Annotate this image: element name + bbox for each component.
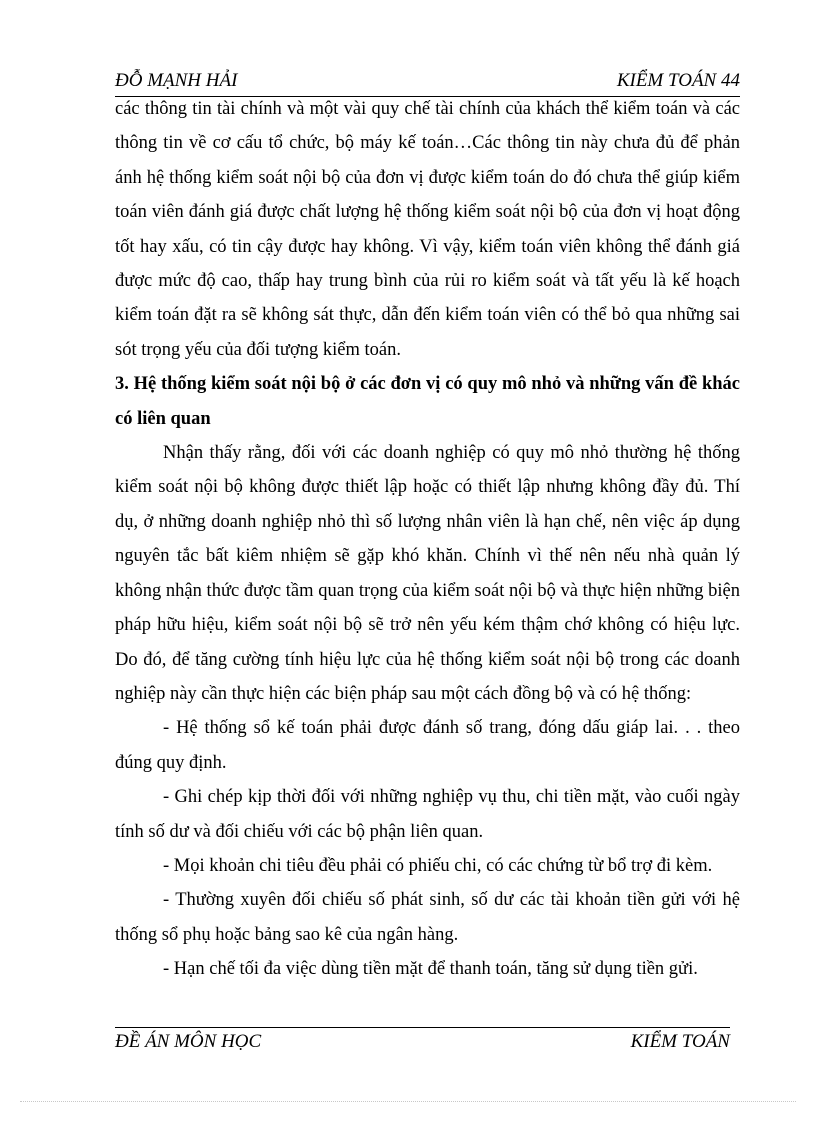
paragraph-intro: Nhận thấy rằng, đối với các doanh nghiệp có quy mô nhỏ thường hệ thống kiểm soát nội bộ không được thiết lập hoặc có thiết lập nhưng không đầy đủ. Thí dụ, ở những doanh nghiệp nhỏ thì số lượng nhân viên là hạn chế, nên việc áp dụng nguyên tắc bất kiêm nhiệm sẽ gặp khó khăn. Chính vì thế nên nếu nhà quản lý không nhận thức được tầm quan trọng của kiểm soát nội bộ và thực hiện những biện pháp hữu hiệu, kiểm soát nội bộ sẽ trở nên yếu kém thậm chớ không có hiệu lực. Do đó, để tăng cường tính hiệu lực của hệ thống kiểm soát nội bộ trong các doanh nghiệp này cần thực hiện các biện pháp sau một cách đồng bộ và có hệ thống:: [115, 443, 740, 704]
header-author: ĐỖ MẠNH HẢI: [115, 70, 238, 91]
page-boundary-divider: [20, 1101, 796, 1102]
document-body: [115, 92, 740, 987]
list-item: - Hạn chế tối đa việc dùng tiền mặt để thanh toán, tăng sử dụng tiền gửi.: [163, 959, 698, 980]
list-item: - Mọi khoản chi tiêu đều phải có phiếu chi, có các chứng từ bổ trợ đi kèm.: [163, 855, 713, 876]
section-heading: 3. Hệ thống kiểm soát nội bộ ở các đơn vị có quy mô nhỏ và những vấn đề khác có liên quan: [115, 374, 740, 429]
paragraph-continued: các thông tin tài chính và một vài quy chế tài chính của khách thể kiểm toán và các thông tin về cơ cấu tổ chức, bộ máy kế toán…Các thông tin này chưa đủ để phản ánh hệ thống kiểm soát nội bộ của đơn vị được kiểm toán do đó chưa thể giúp kiểm toán viên đánh giá được chất lượng hệ thống kiểm soát nội bộ của đơn vị hoạt động tốt hay xấu, có tin cậy được hay không. Vì vậy, kiểm toán viên không thể đánh giá được mức độ cao, thấp hay trung bình của rủi ro kiểm soát và tất yếu là kế hoạch kiểm toán đặt ra sẽ không sát thực, dẫn đến kiểm toán viên có thể bỏ qua những sai sót trọng yếu của đối tượng kiểm toán.: [115, 99, 740, 360]
page-footer: [115, 1027, 730, 1058]
footer-course: ĐỀ ÁN MÔN HỌC: [115, 1031, 262, 1052]
header-subject: KIỂM TOÁN 44: [616, 70, 740, 91]
footer-subject: KIỂM TOÁN: [630, 1031, 730, 1052]
list-item: - Hệ thống sổ kế toán phải được đánh số trang, đóng dấu giáp lai. . . theo đúng quy định.: [115, 718, 740, 773]
list-item: - Thường xuyên đối chiếu số phát sinh, số dư các tài khoản tiền gửi với hệ thống sổ phụ hoặc bảng sao kê của ngân hàng.: [115, 890, 740, 945]
list-item: - Ghi chép kịp thời đối với những nghiệp vụ thu, chi tiền mặt, vào cuối ngày tính số dư và đối chiếu với các bộ phận liên quan.: [115, 787, 740, 842]
